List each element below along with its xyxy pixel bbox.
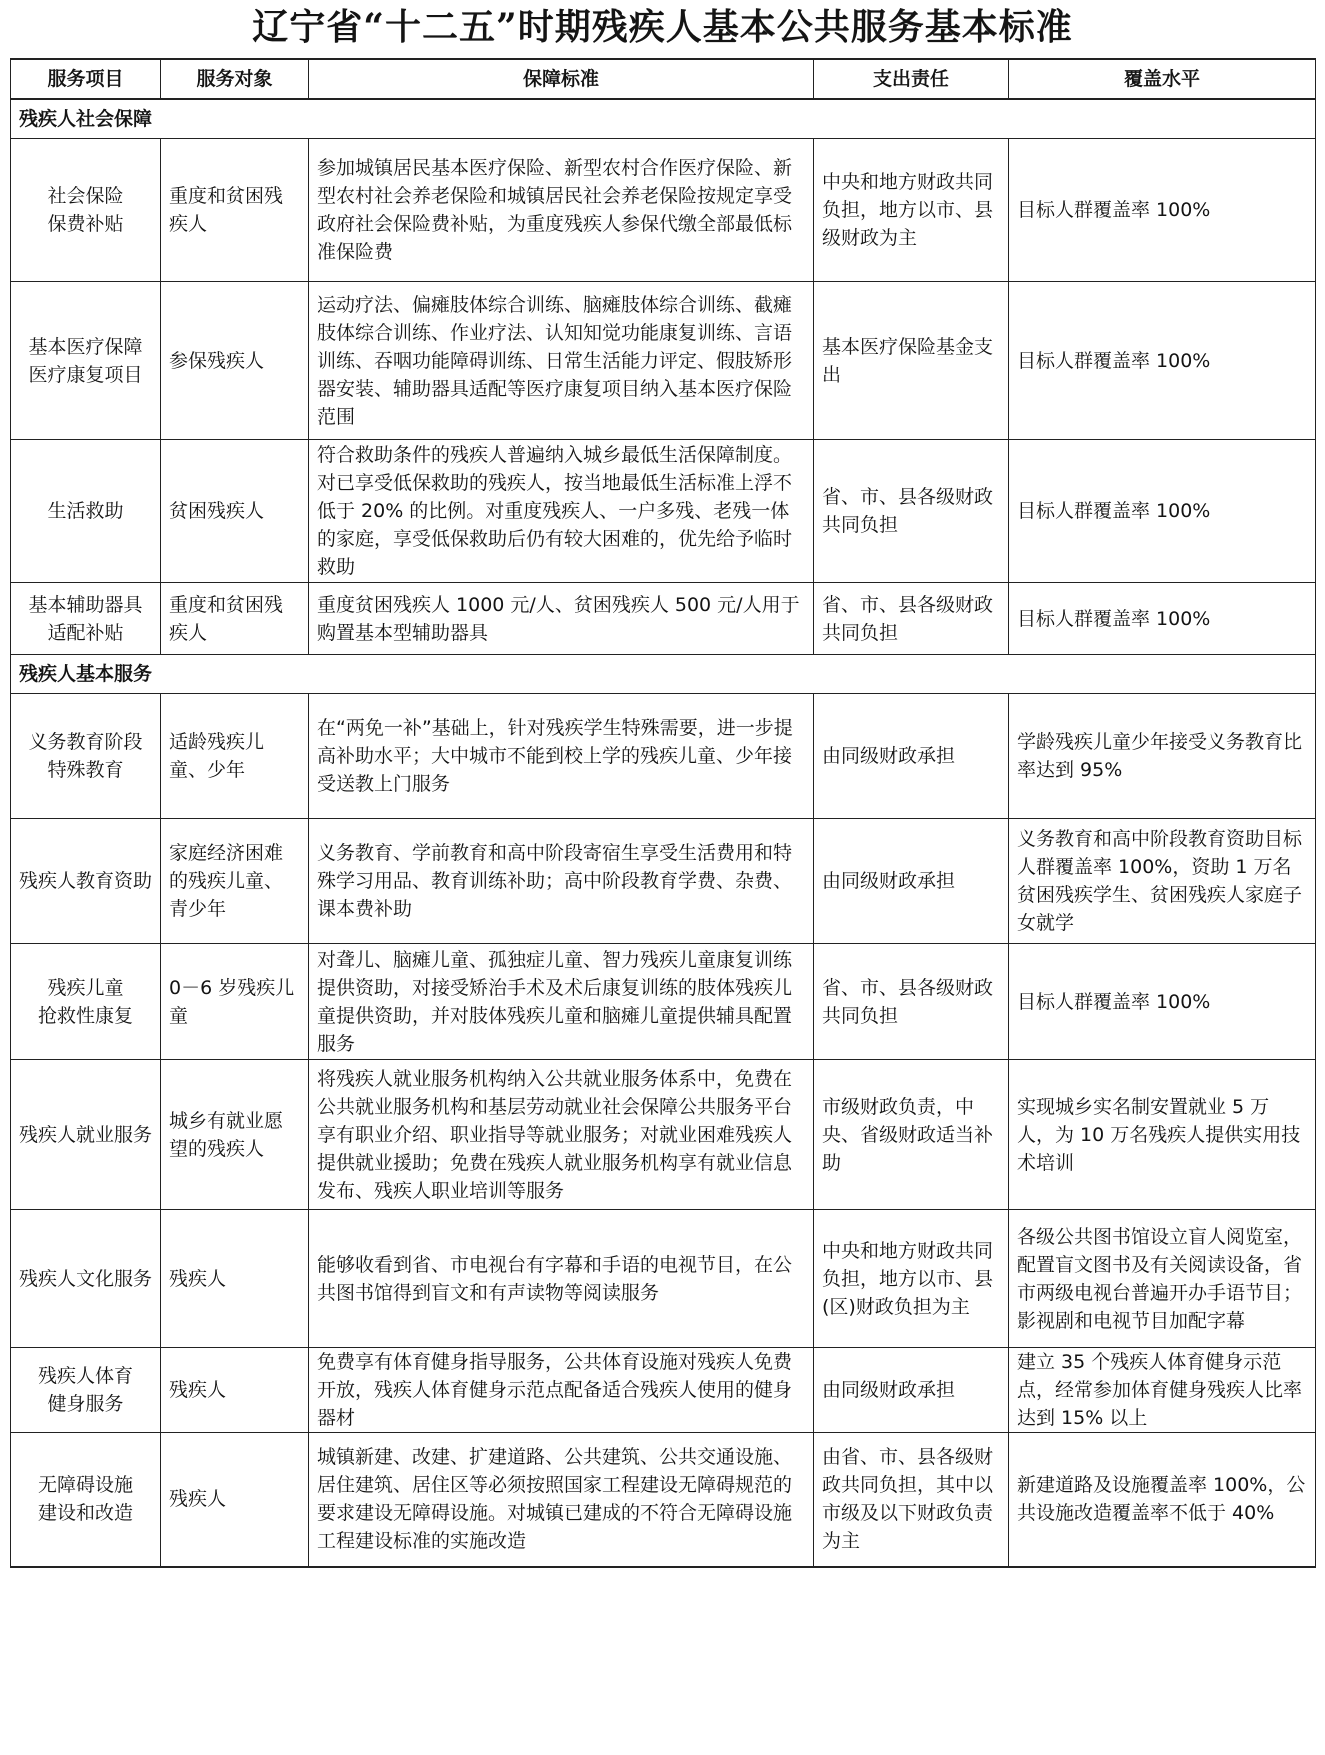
service-target-cell: 城乡有就业愿望的残疾人 bbox=[161, 1060, 309, 1210]
service-target-cell: 贫困残疾人 bbox=[161, 440, 309, 583]
expenditure-responsibility-cell: 省、市、县各级财政共同负担 bbox=[814, 440, 1009, 583]
section-title: 残疾人基本服务 bbox=[11, 655, 1316, 694]
table-row bbox=[11, 694, 1316, 819]
service-target-cell: 残疾人 bbox=[161, 1210, 309, 1348]
table-header-row bbox=[11, 59, 1316, 99]
table-row bbox=[11, 1210, 1316, 1348]
table-row bbox=[11, 819, 1316, 944]
section-title: 残疾人社会保障 bbox=[11, 99, 1316, 139]
header-service-item: 服务项目 bbox=[11, 59, 161, 99]
guarantee-standard-cell: 在“两免一补”基础上，针对残疾学生特殊需要，进一步提高补助水平；大中城市不能到校上学的残疾儿童、少年接受送教上门服务 bbox=[309, 694, 814, 819]
coverage-level-cell: 各级公共图书馆设立盲人阅览室，配置盲文图书及有关阅读设备，省市两级电视台普遍开办手语节目；影视剧和电视节目加配字幕 bbox=[1009, 1210, 1316, 1348]
service-item-cell: 无障碍设施 建设和改造 bbox=[11, 1433, 161, 1567]
expenditure-responsibility-cell: 由同级财政承担 bbox=[814, 1348, 1009, 1433]
section-row bbox=[11, 655, 1316, 694]
expenditure-responsibility-cell: 基本医疗保险基金支出 bbox=[814, 282, 1009, 440]
guarantee-standard-cell: 将残疾人就业服务机构纳入公共就业服务体系中，免费在公共就业服务机构和基层劳动就业社会保障公共服务平台享有职业介绍、职业指导等就业服务；对就业困难残疾人提供就业援助；免费在残疾人就业服务机构享有就业信息发布、残疾人职业培训等服务 bbox=[309, 1060, 814, 1210]
page-title: 辽宁省“十二五”时期残疾人基本公共服务基本标准 bbox=[252, 6, 1073, 48]
service-item-cell: 社会保险 保费补贴 bbox=[11, 139, 161, 282]
table-row bbox=[11, 282, 1316, 440]
table-row bbox=[11, 583, 1316, 655]
service-target-cell: 0－6 岁残疾儿童 bbox=[161, 944, 309, 1060]
service-item-cell: 残疾人就业服务 bbox=[11, 1060, 161, 1210]
coverage-level-cell: 新建道路及设施覆盖率 100%，公共设施改造覆盖率不低于 40% bbox=[1009, 1433, 1316, 1567]
coverage-level-cell: 义务教育和高中阶段教育资助目标人群覆盖率 100%，资助 1 万名贫困残疾学生、贫困残疾人家庭子女就学 bbox=[1009, 819, 1316, 944]
service-item-cell: 基本医疗保障 医疗康复项目 bbox=[11, 282, 161, 440]
table-body bbox=[11, 99, 1316, 1567]
expenditure-responsibility-cell: 省、市、县各级财政共同负担 bbox=[814, 944, 1009, 1060]
guarantee-standard-cell: 对聋儿、脑瘫儿童、孤独症儿童、智力残疾儿童康复训练提供资助，对接受矫治手术及术后康复训练的肢体残疾儿童提供资助，并对肢体残疾儿童和脑瘫儿童提供辅具配置服务 bbox=[309, 944, 814, 1060]
expenditure-responsibility-cell: 由同级财政承担 bbox=[814, 819, 1009, 944]
expenditure-responsibility-cell: 由省、市、县各级财政共同负担，其中以市级及以下财政负责为主 bbox=[814, 1433, 1009, 1567]
header-guarantee-standard: 保障标准 bbox=[309, 59, 814, 99]
service-item-cell: 残疾儿童 抢救性康复 bbox=[11, 944, 161, 1060]
guarantee-standard-cell: 重度贫困残疾人 1000 元/人、贫困残疾人 500 元/人用于购置基本型辅助器具 bbox=[309, 583, 814, 655]
guarantee-standard-cell: 义务教育、学前教育和高中阶段寄宿生享受生活费用和特殊学习用品、教育训练补助；高中阶段教育学费、杂费、课本费补助 bbox=[309, 819, 814, 944]
service-target-cell: 家庭经济困难的残疾儿童、青少年 bbox=[161, 819, 309, 944]
expenditure-responsibility-cell: 市级财政负责，中央、省级财政适当补助 bbox=[814, 1060, 1009, 1210]
coverage-level-cell: 目标人群覆盖率 100% bbox=[1009, 282, 1316, 440]
table-row bbox=[11, 944, 1316, 1060]
service-target-cell: 参保残疾人 bbox=[161, 282, 309, 440]
table-row bbox=[11, 1433, 1316, 1567]
coverage-level-cell: 建立 35 个残疾人体育健身示范点，经常参加体育健身残疾人比率达到 15% 以上 bbox=[1009, 1348, 1316, 1433]
table-row bbox=[11, 1348, 1316, 1433]
guarantee-standard-cell: 参加城镇居民基本医疗保险、新型农村合作医疗保险、新型农村社会养老保险和城镇居民社会养老保险按规定享受政府社会保险费补贴，为重度残疾人参保代缴全部最低标准保险费 bbox=[309, 139, 814, 282]
table-row bbox=[11, 440, 1316, 583]
service-item-cell: 生活救助 bbox=[11, 440, 161, 583]
service-target-cell: 重度和贫困残疾人 bbox=[161, 583, 309, 655]
expenditure-responsibility-cell: 中央和地方财政共同负担，地方以市、县(区)财政负担为主 bbox=[814, 1210, 1009, 1348]
section-row bbox=[11, 99, 1316, 139]
service-item-cell: 残疾人体育 健身服务 bbox=[11, 1348, 161, 1433]
coverage-level-cell: 目标人群覆盖率 100% bbox=[1009, 944, 1316, 1060]
table-row bbox=[11, 139, 1316, 282]
coverage-level-cell: 实现城乡实名制安置就业 5 万人，为 10 万名残疾人提供实用技术培训 bbox=[1009, 1060, 1316, 1210]
service-target-cell: 残疾人 bbox=[161, 1433, 309, 1567]
service-target-cell: 重度和贫困残疾人 bbox=[161, 139, 309, 282]
guarantee-standard-cell: 能够收看到省、市电视台有字幕和手语的电视节目，在公共图书馆得到盲文和有声读物等阅读服务 bbox=[309, 1210, 814, 1348]
guarantee-standard-cell: 符合救助条件的残疾人普遍纳入城乡最低生活保障制度。对已享受低保救助的残疾人，按当地最低生活标准上浮不低于 20% 的比例。对重度残疾人、一户多残、老残一体的家庭，享受低保救助后仍有较大困难的，优先给予临时救助 bbox=[309, 440, 814, 583]
standards-table bbox=[10, 58, 1316, 1568]
service-target-cell: 适龄残疾儿童、少年 bbox=[161, 694, 309, 819]
service-target-cell: 残疾人 bbox=[161, 1348, 309, 1433]
header-coverage-level: 覆盖水平 bbox=[1009, 59, 1316, 99]
header-service-target: 服务对象 bbox=[161, 59, 309, 99]
service-item-cell: 义务教育阶段 特殊教育 bbox=[11, 694, 161, 819]
coverage-level-cell: 学龄残疾儿童少年接受义务教育比率达到 95% bbox=[1009, 694, 1316, 819]
expenditure-responsibility-cell: 省、市、县各级财政共同负担 bbox=[814, 583, 1009, 655]
expenditure-responsibility-cell: 由同级财政承担 bbox=[814, 694, 1009, 819]
guarantee-standard-cell: 城镇新建、改建、扩建道路、公共建筑、公共交通设施、居住建筑、居住区等必须按照国家工程建设无障碍规范的要求建设无障碍设施。对城镇已建成的不符合无障碍设施工程建设标准的实施改造 bbox=[309, 1433, 814, 1567]
service-item-cell: 残疾人文化服务 bbox=[11, 1210, 161, 1348]
coverage-level-cell: 目标人群覆盖率 100% bbox=[1009, 583, 1316, 655]
guarantee-standard-cell: 运动疗法、偏瘫肢体综合训练、脑瘫肢体综合训练、截瘫肢体综合训练、作业疗法、认知知觉功能康复训练、言语训练、吞咽功能障碍训练、日常生活能力评定、假肢矫形器安装、辅助器具适配等医疗康复项目纳入基本医疗保险范围 bbox=[309, 282, 814, 440]
expenditure-responsibility-cell: 中央和地方财政共同负担，地方以市、县级财政为主 bbox=[814, 139, 1009, 282]
service-item-cell: 残疾人教育资助 bbox=[11, 819, 161, 944]
coverage-level-cell: 目标人群覆盖率 100% bbox=[1009, 139, 1316, 282]
header-expenditure-responsibility: 支出责任 bbox=[814, 59, 1009, 99]
coverage-level-cell: 目标人群覆盖率 100% bbox=[1009, 440, 1316, 583]
service-item-cell: 基本辅助器具 适配补贴 bbox=[11, 583, 161, 655]
guarantee-standard-cell: 免费享有体育健身指导服务，公共体育设施对残疾人免费开放，残疾人体育健身示范点配备适合残疾人使用的健身器材 bbox=[309, 1348, 814, 1433]
table-row bbox=[11, 1060, 1316, 1210]
